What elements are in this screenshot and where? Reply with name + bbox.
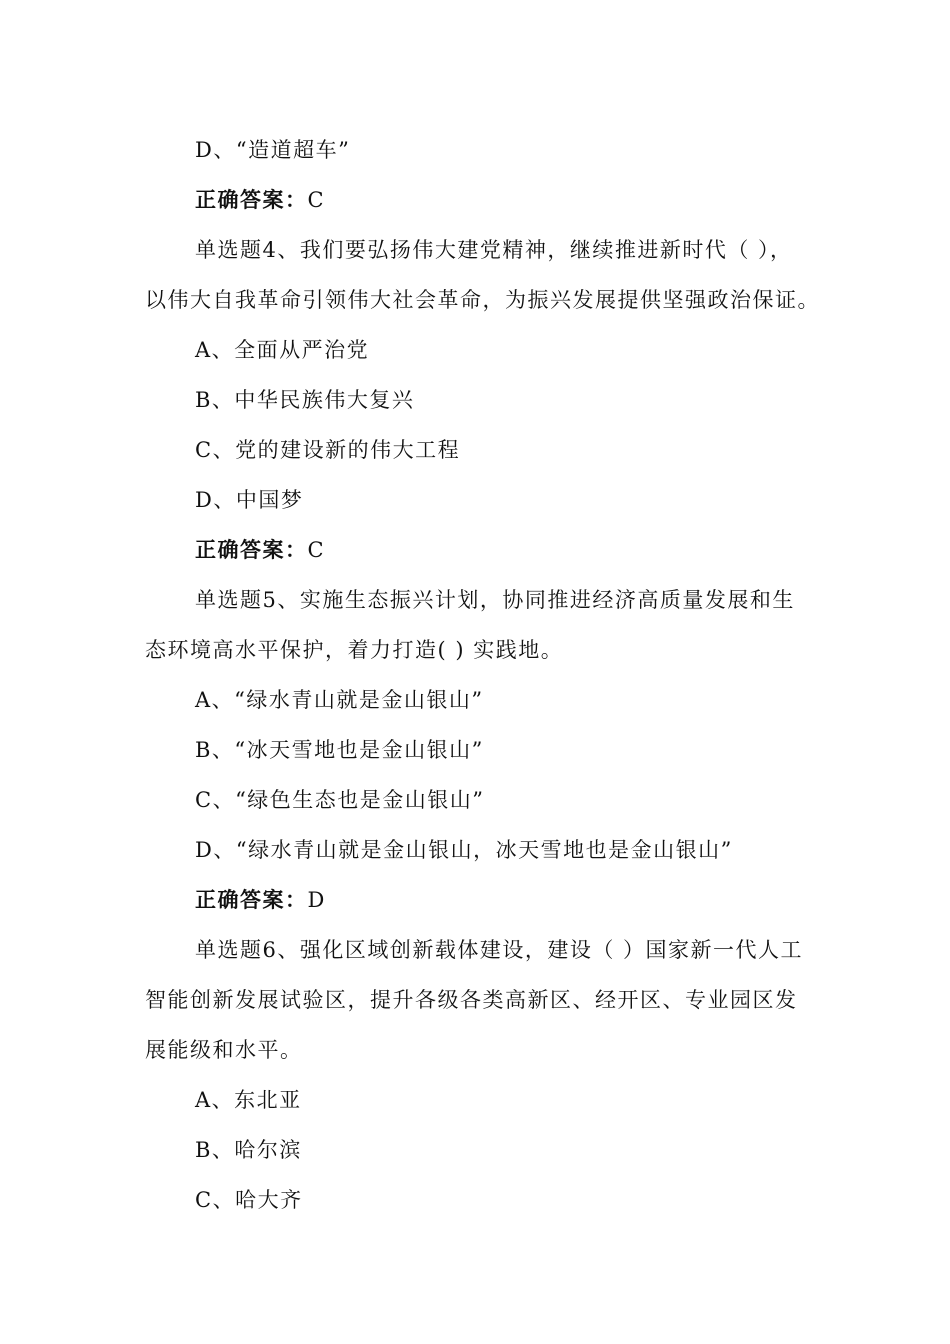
answer-value: C: [307, 538, 326, 562]
question-q5-line2: 态环境高水平保护，着力打造( ) 实践地。: [145, 638, 564, 662]
option-b-q4: B、中华民族伟大复兴: [195, 388, 415, 412]
option-c-q4: C、党的建设新的伟大工程: [195, 438, 461, 462]
question-q6-line1: 单选题6、强化区域创新载体建设，建设（ ）国家新一代人工: [195, 938, 804, 962]
answer-label: 正确答案：: [195, 887, 308, 912]
option-a-q4: A、全面从严治党: [195, 338, 370, 362]
option-d-q5: D、“绿水青山就是金山银山，冰天雪地也是金山银山”: [195, 838, 733, 862]
question-q4-line1: 单选题4、我们要弘扬伟大建党精神，继续推进新时代（ ），: [195, 238, 793, 262]
option-a-q5: A、“绿水青山就是金山银山”: [195, 688, 484, 712]
answer-value: D: [307, 888, 326, 912]
answer-q5: [195, 886, 326, 914]
question-q6-line3: 展能级和水平。: [145, 1038, 303, 1062]
question-q4-line2: 以伟大自我革命引领伟大社会革命，为振兴发展提供坚强政治保证。: [145, 288, 820, 312]
option-d-q3: D、“造道超车”: [195, 138, 351, 162]
option-c-q6: C、哈大齐: [195, 1188, 303, 1212]
option-a-q6: A、东北亚: [195, 1088, 302, 1112]
option-d-q4: D、中国梦: [195, 488, 304, 512]
answer-value: C: [307, 188, 326, 212]
answer-label: 正确答案：: [195, 537, 308, 562]
question-q5-line1: 单选题5、实施生态振兴计划，协同推进经济高质量发展和生: [195, 588, 795, 612]
option-c-q5: C、“绿色生态也是金山银山”: [195, 788, 485, 812]
option-b-q6: B、哈尔滨: [195, 1138, 302, 1162]
answer-q4: [195, 536, 325, 564]
option-b-q5: B、“冰天雪地也是金山银山”: [195, 738, 484, 762]
question-q6-line2: 智能创新发展试验区，提升各级各类高新区、经开区、专业园区发: [145, 988, 798, 1012]
answer-label: 正确答案：: [195, 187, 308, 212]
answer-q3: [195, 186, 325, 214]
